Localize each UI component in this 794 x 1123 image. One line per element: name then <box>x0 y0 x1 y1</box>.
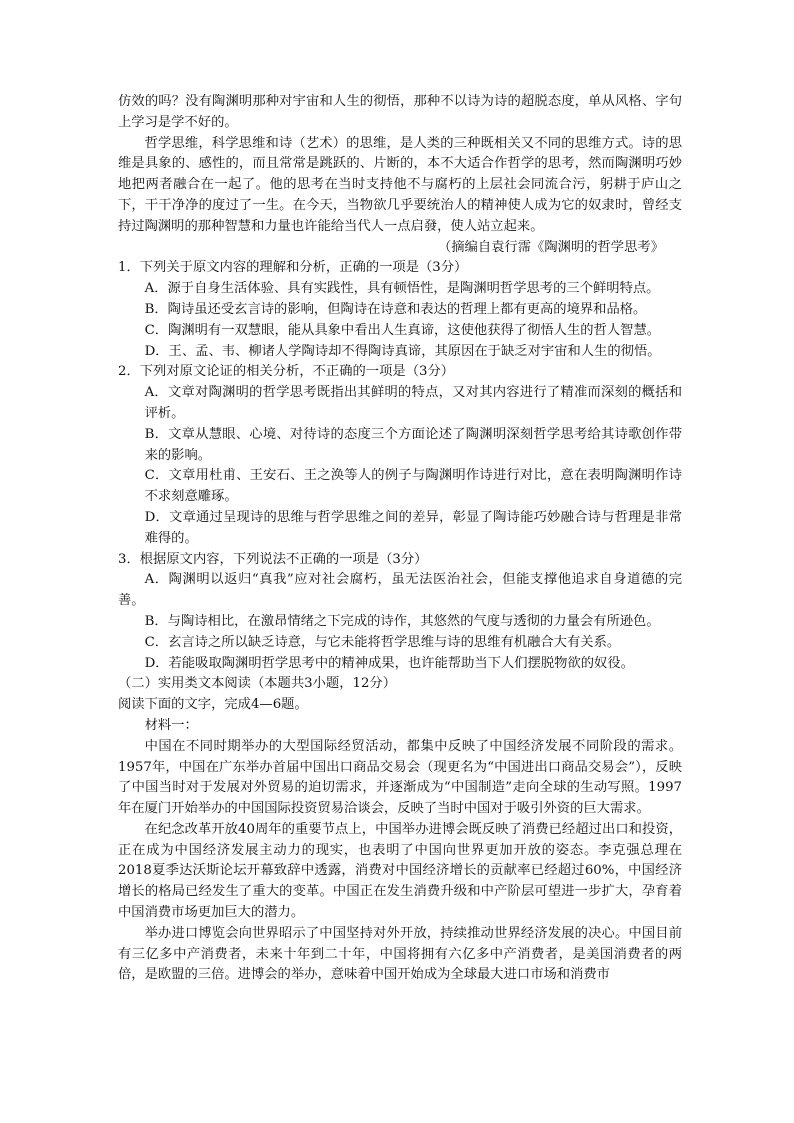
option-c: C．文章用杜甫、王安石、王之涣等人的例子与陶渊明作诗进行对比，意在表明陶渊明作诗不求刻意雕琢。 <box>144 468 682 505</box>
question-stem: 1．下列关于原文内容的理解和分析，正确的一项是（3分） <box>118 260 468 276</box>
option-c: C．陶渊明有一双慧眼，能从具象中看出人生真谛，这使他获得了彻悟人生的哲人智慧。 <box>144 322 661 338</box>
material-paragraph: 中国在不同时期举办的大型国际经贸活动，都集中反映了中国经济发展不同阶段的需求。1957年，中国在广东举办首届中国出口商品交易会（现更名为“中国进出口商品交易会”），反映了中国当时对于发展对外贸易的迫切需求，并逐渐成为“中国制造”走向全球的生动写照。1997年在厦门开始举办的中国国际投资贸易洽谈会，反映了当时中国对于吸引外资的巨大需求。 <box>118 738 682 817</box>
question-3 <box>118 550 682 675</box>
passage-paragraph: 哲学思维，科学思维和诗（艺术）的思维，是人类的三种既相关又不同的思维方式。诗的思维是具象的、感性的，而且常常是跳跃的、片断的，本不大适合作哲学的思考，然而陶渊明巧妙地把两者融合在一起了。他的思考在当时支持他不与腐朽的上层社会同流合污，躬耕于庐山之下，干干净净的度过了一生。在今天，当物欲几乎要统治人的精神使人成为它的奴隶时，曾经支持过陶渊明的那种智慧和力量也许能给当代人一点启發，使人站立起来。 <box>118 135 682 234</box>
option-b: B．文章从慧眼、心境、对待诗的态度三个方面论述了陶渊明深刻哲学思考给其诗歌创作带来的影响。 <box>144 426 682 463</box>
material-paragraph: 在纪念改革开放40周年的重要节点上，中国举办进博会既反映了消费已经超过出口和投资，正在成为中国经济发展主动力的现实，也表明了中国向世界更加开放的姿态。李克强总理在2018夏季达沃斯论坛开幕致辞中透露，消费对中国经济增长的贡献率已经超过60%，中国经济增长的格局已经发生了重大的变革。中国正在发生消费升级和中产阶层可望进一步扩大，孕育着中国消费市场更加巨大的潜力。 <box>118 821 682 921</box>
passage-paragraph-continued: 仿效的吗？没有陶渊明那种对宇宙和人生的彻悟，那种不以诗为诗的超脱态度，单从风格、字句上学习是学不好的。 <box>118 94 682 130</box>
option-d: D．王、孟、韦、柳诸人学陶诗却不得陶诗真谛，其原因在于缺乏对宇宙和人生的彻悟。 <box>144 343 661 359</box>
option-a: A．文章对陶渊明的哲学思考既指出其鲜明的特点，又对其内容进行了精准而深刻的概括和评析。 <box>144 385 682 421</box>
question-2 <box>118 362 682 549</box>
material-paragraph: 举办进口博览会向世界昭示了中国坚持对外开放，持续推动世界经济发展的决心。中国目前有三亿多中产消费者，未来十年到二十年，中国将拥有六亿多中产消费者，是美国消费者的两倍，是欧盟的三倍。进博会的举办，意味着中国开始成为全球最大进口市场和消费市 <box>118 925 682 983</box>
option-d: D．文章通过呈现诗的思维与哲学思维之间的差异，彰显了陶诗能巧妙融合诗与哲理是非常难得的。 <box>144 509 682 546</box>
option-b: B．与陶诗相比，在激昂情绪之下完成的诗作，其悠然的气度与透彻的力量会有所逊色。 <box>144 613 660 629</box>
option-d: D．若能吸取陶渊明哲学思考中的精神成果，也许能帮助当下人们摆脱物欲的奴役。 <box>144 655 634 671</box>
option-a: A．陶渊明以返归“真我”应对社会腐朽，虽无法医治社会，但能支撑他追求自身道德的完善。 <box>118 572 682 609</box>
passage-source: （摘编自袁行霈《陶渊明的哲学思考》 <box>437 239 664 255</box>
question-1 <box>118 258 682 362</box>
question-stem: 3．根据原文内容，下列说法不正确的一项是（3分） <box>118 551 428 567</box>
option-c: C．玄言诗之所以缺乏诗意，与它未能将哲学思维与诗的思维有机融合大有关系。 <box>144 634 621 650</box>
option-a: A．源于自身生活体验、具有实践性，具有顿悟性，是陶渊明哲学思考的三个鲜明特点。 <box>144 281 660 297</box>
material-label: 材料一： <box>144 717 198 733</box>
option-b: B．陶诗虽还受玄言诗的影响，但陶诗在诗意和表达的哲理上都有更高的境界和品格。 <box>144 301 647 317</box>
question-stem: 2．下列对原文论证的相关分析，不正确的一项是（3分） <box>118 364 455 380</box>
document-body <box>118 92 682 986</box>
section-heading: （二）实用类文本阅读（本题共3小题，12分） <box>118 676 397 692</box>
section-instruction: 阅读下面的文字，完成4—6题。 <box>118 697 308 713</box>
